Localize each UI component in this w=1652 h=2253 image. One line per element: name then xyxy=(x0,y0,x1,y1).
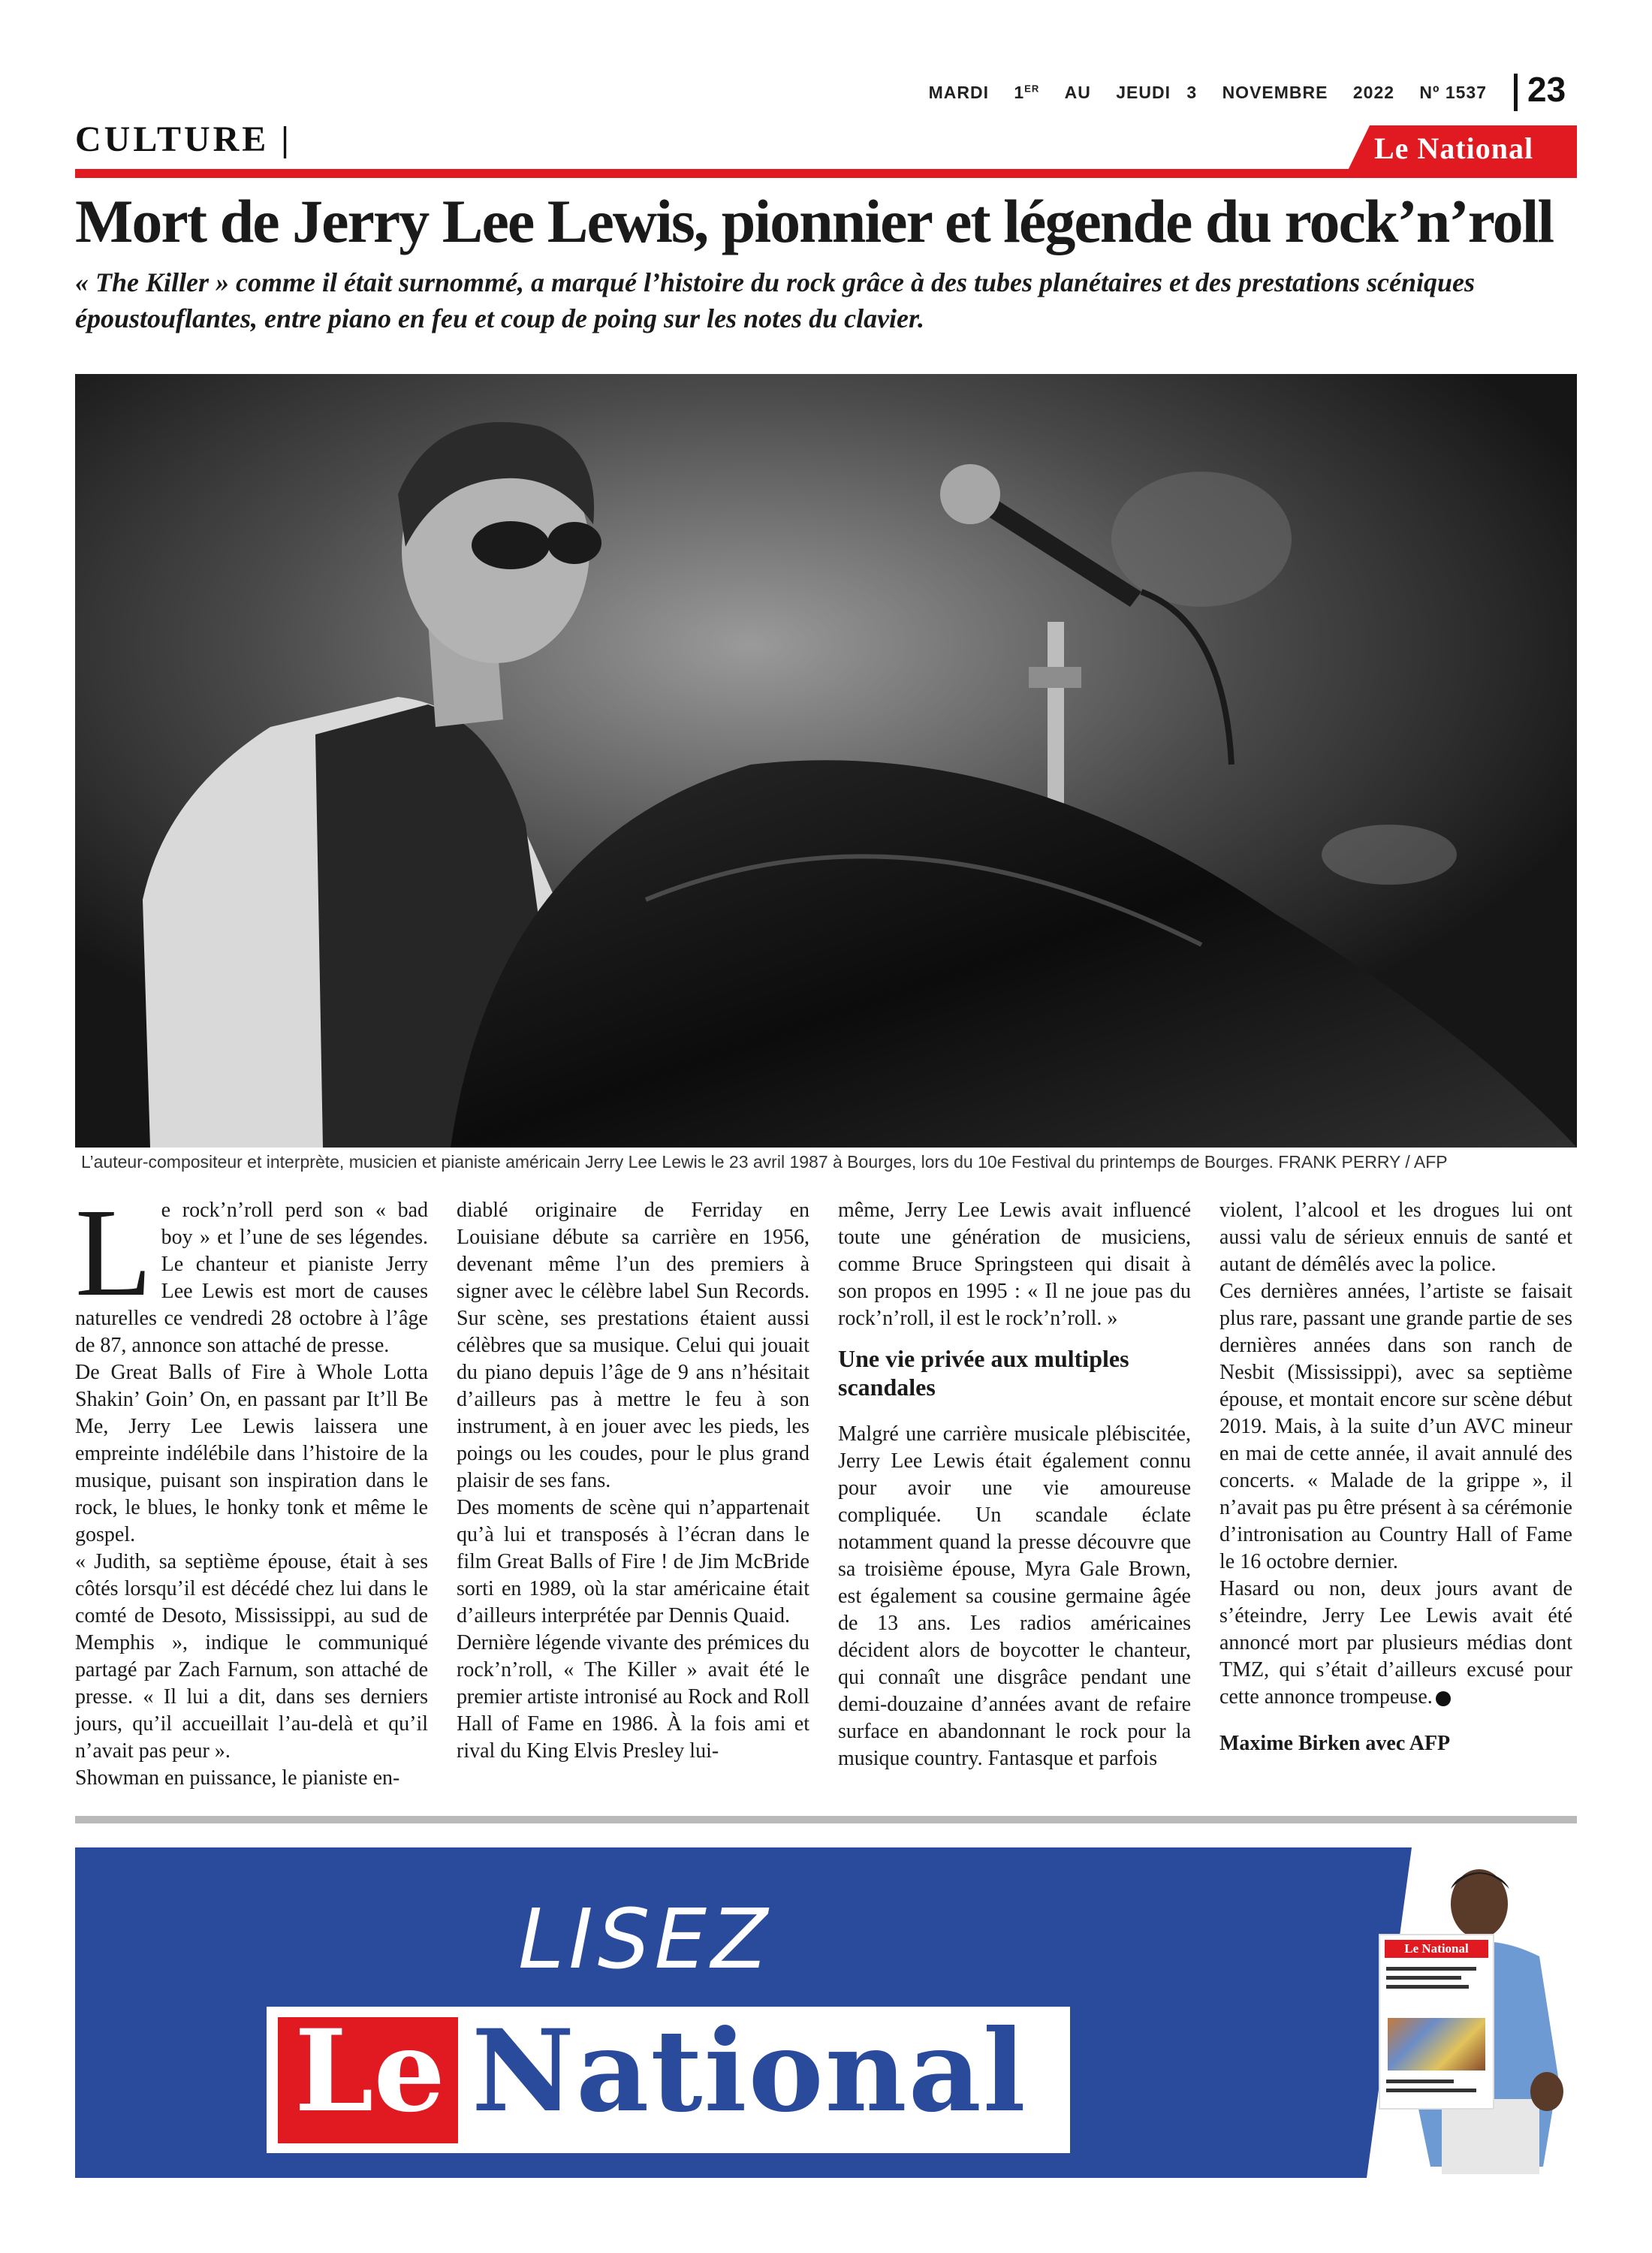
end-mark-icon xyxy=(1436,1691,1451,1706)
advert-logo-le: Le xyxy=(294,2005,445,2137)
article-byline: Maxime Birken avec AFP xyxy=(1219,1732,1451,1755)
date-month: NOVEMBRE xyxy=(1222,83,1328,102)
section-label: CULTURE | xyxy=(75,119,292,159)
paragraph: même, Jerry Lee Lewis avait influencé toute une génération de musiciens, comme Bruce Springsteen qui disait à son propos en 1995 : « Il ne joue pas du rock’n’roll, il est le rock’n’roll. » xyxy=(838,1199,1191,1330)
drop-cap: L xyxy=(75,1183,152,1323)
paragraph: Dernière légende vivante des prémices du rock’n’roll, « The Killer » avait été le premier artiste intronisé au Rock and Roll Hall of Fame en 1986. À la fois ami et rival du King Elvis Presley lui- xyxy=(457,1631,809,1763)
article-column-2 xyxy=(457,1197,809,1765)
article-column-4 xyxy=(1219,1197,1572,1757)
paragraph-text: Hasard ou non, deux jours avant de s’éteindre, Jerry Lee Lewis avait été annoncé mort par plusieurs médias dont TMZ, qui s’était d’ailleurs excusé pour cette annonce trompeuse. xyxy=(1219,1577,1572,1709)
page-number-divider xyxy=(1514,74,1518,111)
paragraph: violent, l’alcool et les drogues lui ont aussi valu de sérieux ennuis de santé et autant de démêlés avec la police. xyxy=(1219,1199,1572,1276)
newspaper-headline-line xyxy=(1386,1976,1461,1980)
paragraph xyxy=(1219,1576,1572,1711)
article-column-1 xyxy=(75,1183,428,1792)
date-weekday: JEUDI xyxy=(1116,83,1171,102)
paragraph: Ces dernières années, l’artiste se faisait plus rare, passant une grande partie de ses dernières années dans son ranch de Nesbit (Mississippi), avec sa septième épouse, et montait encore sur scène début 2019. Mais, à la suite d’un AVC mineur en mai de cette année, il avait annulé des concerts. « Malade de la grippe », il n’avait pas pu être présent à sa cérémonie d’intronisation au Country Hall of Fame le 16 octobre dernier. xyxy=(1219,1280,1572,1573)
advert-tagline: LISEZ xyxy=(518,1891,773,1987)
newspaper-headline-line xyxy=(1386,1967,1476,1971)
paragraph-text: e rock’n’roll perd son « bad boy » et l’une de ses légendes. Le chanteur et pianiste Jerry Lee Lewis est mort de causes naturelles ce vendredi 28 octobre à l’âge de 87, annonce son attaché de presse. xyxy=(75,1199,428,1357)
date-num: 3 xyxy=(1186,83,1198,102)
paragraph: Des moments de scène qui n’appartenait qu’à lui et transposés à l’écran dans le film Great Balls of Fire ! de Jim McBride sorti en 1989, où la star américaine était d’ailleurs interprétée par Dennis Quaid. xyxy=(457,1496,809,1627)
advert-logo-national: National xyxy=(472,2005,1027,2137)
article-deck: « The Killer » comme il était surnommé, a marqué l’histoire du rock grâce à des tubes planétaires et des prestations scéniques époustouflantes, entre piano en feu et coup de poing sur les notes du clavier. xyxy=(75,267,1476,333)
article-headline: Mort de Jerry Lee Lewis, pionnier et légende du rock’n’roll xyxy=(75,187,1554,255)
date-first: 1ER xyxy=(1014,83,1040,102)
paragraph: Showman en puissance, le pianiste en- xyxy=(75,1766,400,1790)
article-subhead: Une vie privée aux multiples scandales xyxy=(838,1345,1129,1401)
date-day: MARDI xyxy=(928,83,989,102)
newspaper-headline-line xyxy=(1386,1985,1469,1989)
advert-newspaper xyxy=(1379,1934,1494,2110)
photo-caption: L’auteur-compositeur et interprète, musicien et pianiste américain Jerry Lee Lewis le 23 avril 1987 à Bourges, lors du 10e Festival du printemps de Bourges. FRANK PERRY / AFP xyxy=(81,1152,1448,1172)
paragraph: « Judith, sa septième épouse, était à ses côtés lorsqu’il est décédé chez lui dans le comté de Desoto, Mississippi, au sud de Memphis », indique le communiqué partagé par Zach Farnum, son attaché de presse. « Il lui a dit, dans ses derniers jours, qu’il accueillait l’au-delà et qu’il n’avait pas peur ». xyxy=(75,1550,428,1763)
newspaper-text-line xyxy=(1386,2080,1454,2083)
page-number: 23 xyxy=(1527,70,1566,109)
issue-number: Nº 1537 xyxy=(1419,83,1487,102)
advert-newspaper-brand: Le National xyxy=(1385,1940,1488,1958)
newspaper-image xyxy=(1388,2018,1485,2071)
paragraph xyxy=(75,1183,428,1359)
photo-illustration xyxy=(75,374,1577,1148)
newspaper-text-line xyxy=(1386,2089,1476,2092)
paragraph: diablé originaire de Ferriday en Louisiane débute sa carrière en 1956, devenant même l’un des premiers à signer avec le célèbre label Sun Records. Sur scène, ses prestations étaient aussi célèbres que sa musique. Celui qui jouait du piano depuis l’âge de 9 ans n’hésitait d’ailleurs pas à mettre le feu à son instrument, à en jouer avec les pieds, les poings ou les coudes, pour le plus grand plaisir de ses fans. xyxy=(457,1199,809,1492)
article-column-3 xyxy=(838,1197,1191,1772)
page-separator xyxy=(75,1816,1577,1823)
paragraph: De Great Balls of Fire à Whole Lotta Shakin’ Goin’ On, en passant par It’ll Be Me, Jerry Lee Lewis laissera une empreinte indélébile dans l’histoire de la musique, puisant son inspiration dans le rock, le blues, le honky tonk et même le gospel. xyxy=(75,1361,428,1546)
paragraph: Malgré une carrière musicale plébiscitée, Jerry Lee Lewis était également connu pour avoir une vie amoureuse compliquée. Un scandale éclate notamment quand la presse découvre que sa troisième épouse, Myra Gale Brown, est également sa cousine germaine âgée de 13 ans. Les radios américaines décident alors de boycotter le chanteur, qui connaît une disgrâce pendant une demi-douzaine d’années avant de refaire surface en abandonnant le rock pour la musique country. Fantasque et parfois xyxy=(838,1422,1191,1770)
date-au: AU xyxy=(1064,83,1091,102)
dateline xyxy=(909,83,1487,103)
brand-tab-label: Le National xyxy=(1374,131,1534,165)
article-photo xyxy=(75,374,1577,1148)
date-year: 2022 xyxy=(1352,83,1395,102)
